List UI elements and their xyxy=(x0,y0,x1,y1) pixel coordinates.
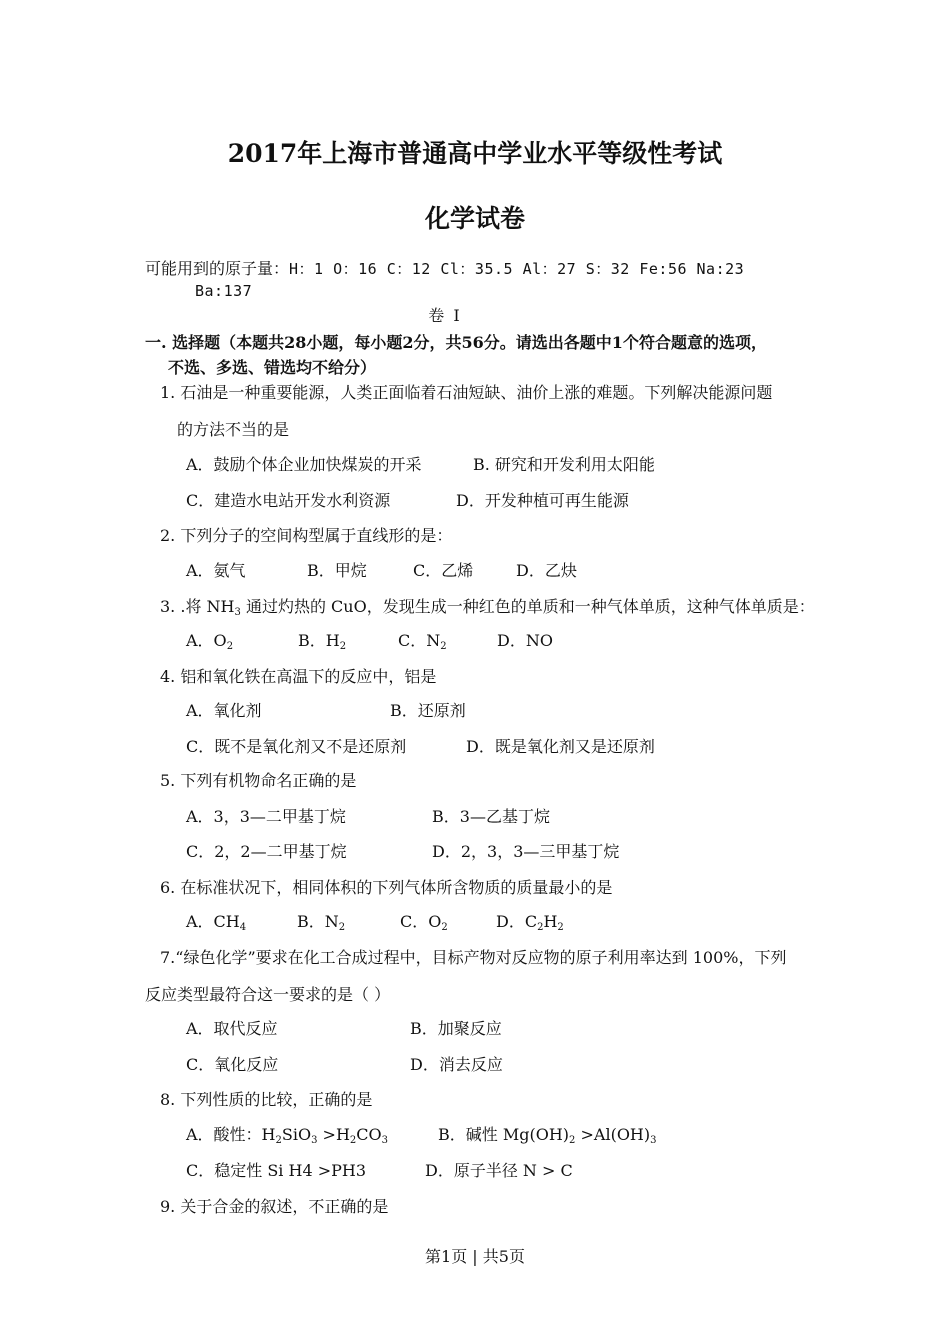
question-3-option-c-sub: 2 xyxy=(440,641,447,652)
question-7-stem: 7.“绿色化学”要求在化工合成过程中，目标产物对反应物的原子利用率达到 100%，下列 xyxy=(160,948,787,967)
question-4-option-c[interactable]: C．既不是氧化剂又不是还原剂 xyxy=(186,737,407,756)
question-8-option-a-s4: 3 xyxy=(381,1135,389,1146)
question-2-option-a[interactable]: A．氨气 xyxy=(186,561,246,580)
question-5-option-b[interactable]: B．3—乙基丁烷 xyxy=(432,807,550,826)
section-heading: 一. 选择题（本题共28小题，每小题2分，共56分。请选出各题中1个符合题意的选项， xyxy=(145,333,767,352)
question-6-option-c[interactable] xyxy=(400,909,448,932)
question-4-option-a[interactable]: A．氧化剂 xyxy=(186,701,262,720)
question-3-option-a-text: A．O xyxy=(186,631,227,650)
question-5-option-d[interactable]: D．2，3，3—三甲基丁烷 xyxy=(432,842,620,861)
question-6-option-d[interactable] xyxy=(496,909,564,932)
question-8-option-c[interactable]: C．稳定性 Si H4 >PH3 xyxy=(186,1161,367,1180)
question-6-option-d-sub1: 2 xyxy=(537,922,544,933)
question-8-option-a-s1: 2 xyxy=(275,1135,282,1146)
question-9-stem: 9. 关于合金的叙述，不正确的是 xyxy=(160,1197,389,1216)
question-1-option-b[interactable]: B. 研究和开发利用太阳能 xyxy=(473,455,655,474)
question-1-option-d[interactable]: D．开发种植可再生能源 xyxy=(456,491,629,510)
question-5-option-a[interactable]: A．3，3—二甲基丁烷 xyxy=(186,807,346,826)
question-7-stem-cont: 反应类型最符合这一要求的是（ ） xyxy=(145,985,391,1004)
question-8-option-b-s2: 3 xyxy=(650,1135,657,1146)
question-2-option-c[interactable]: C．乙烯 xyxy=(413,561,474,580)
question-7-option-c[interactable]: C．氧化反应 xyxy=(186,1055,279,1074)
atomic-mass-values: H：1 O：16 C：12 Cl：35.5 Al：27 S：32 Fe:56 Na:23 xyxy=(289,260,745,278)
question-3-option-b[interactable] xyxy=(298,628,346,651)
question-8-option-a-s2: 3 xyxy=(311,1135,318,1146)
atomic-mass-label: 可能用到的原子量： xyxy=(145,259,290,278)
question-8-option-b[interactable] xyxy=(438,1122,657,1145)
question-1-stem: 1. 石油是一种重要能源，人类正面临着石油短缺、油价上涨的难题。下列解决能源问题 xyxy=(160,383,773,402)
atomic-mass-line1 xyxy=(145,256,744,279)
question-3-stem xyxy=(160,594,815,617)
question-4-option-d[interactable]: D．既是氧化剂又是还原剂 xyxy=(466,737,655,756)
question-3-option-a[interactable] xyxy=(186,628,233,651)
question-6-option-a-sub: 4 xyxy=(239,922,247,933)
question-8-option-a-t3: >H xyxy=(317,1125,350,1144)
question-2-stem: 2. 下列分子的空间构型属于直线形的是： xyxy=(160,526,453,545)
question-6-option-d-text1: D．C xyxy=(496,912,538,931)
question-8-option-a-t4: CO xyxy=(356,1125,382,1144)
exam-subtitle: 化学试卷 xyxy=(424,204,525,233)
question-6-option-d-text2: H xyxy=(543,912,558,931)
exam-title: 2017年上海市普通高中学业水平等级性考试 xyxy=(227,139,723,168)
question-6-option-a-text: A．CH xyxy=(186,912,240,931)
question-7-option-a[interactable]: A．取代反应 xyxy=(186,1019,278,1038)
question-3-option-a-sub: 2 xyxy=(226,641,234,652)
question-4-stem: 4. 铝和氧化铁在高温下的反应中，铝是 xyxy=(160,667,437,686)
atomic-mass-line2 xyxy=(195,281,252,300)
question-6-option-c-sub: 2 xyxy=(441,922,448,933)
question-6-option-b-text: B．N xyxy=(297,912,339,931)
question-1-stem-cont: 的方法不当的是 xyxy=(177,420,290,439)
question-5-option-c[interactable]: C．2，2—二甲基丁烷 xyxy=(186,842,347,861)
question-6-option-d-sub2: 2 xyxy=(557,922,564,933)
question-3-option-b-sub: 2 xyxy=(339,641,347,652)
volume-label: 卷 I xyxy=(428,306,462,325)
question-8-option-a-t1: A．酸性：H xyxy=(186,1125,276,1144)
question-3-stem-b: 通过灼热的 CuO，发现生成一种红色的单质和一种气体单质，这种气体单质是： xyxy=(240,597,815,616)
question-5-stem: 5. 下列有机物命名正确的是 xyxy=(160,771,357,790)
question-8-stem: 8. 下列性质的比较，正确的是 xyxy=(160,1090,373,1109)
question-7-option-b[interactable]: B．加聚反应 xyxy=(410,1019,502,1038)
question-2-option-d[interactable]: D．乙炔 xyxy=(516,561,577,580)
question-3-option-c-text: C．N xyxy=(398,631,441,650)
atomic-mass-values-2: Ba:137 xyxy=(195,282,253,300)
question-8-option-a[interactable] xyxy=(186,1122,388,1145)
question-6-option-b-sub: 2 xyxy=(338,922,346,933)
question-3-stem-sub: 3 xyxy=(234,607,241,618)
question-4-option-b[interactable]: B．还原剂 xyxy=(390,701,466,720)
question-6-option-a[interactable] xyxy=(186,909,246,932)
question-8-option-b-s1: 2 xyxy=(569,1135,576,1146)
question-8-option-a-t2: SiO xyxy=(281,1125,312,1144)
question-1-option-a[interactable]: A．鼓励个体企业加快煤炭的开采 xyxy=(186,455,422,474)
question-3-option-d[interactable]: D．NO xyxy=(497,631,553,650)
question-3-stem-a: 3. .将 NH xyxy=(160,597,235,616)
question-3-option-c[interactable] xyxy=(398,628,447,651)
question-8-option-a-s3: 2 xyxy=(349,1135,357,1146)
question-3-option-b-text: B．H xyxy=(298,631,340,650)
question-7-option-d[interactable]: D．消去反应 xyxy=(410,1055,503,1074)
question-1-option-c[interactable]: C．建造水电站开发水利资源 xyxy=(186,491,391,510)
question-2-option-b[interactable]: B．甲烷 xyxy=(307,561,367,580)
question-8-option-b-t1: B．碱性 Mg(OH) xyxy=(438,1125,570,1144)
section-heading-cont: 不选、多选、错选均不给分） xyxy=(168,358,377,377)
question-8-option-d[interactable]: D．原子半径 N > C xyxy=(425,1161,573,1180)
page-footer: 第1页 | 共5页 xyxy=(425,1247,525,1266)
question-8-option-b-t2: >Al(OH) xyxy=(575,1125,651,1144)
question-6-option-b[interactable] xyxy=(297,909,345,932)
question-6-stem: 6. 在标准状况下，相同体积的下列气体所含物质的质量最小的是 xyxy=(160,878,613,897)
question-6-option-c-text: C．O xyxy=(400,912,442,931)
